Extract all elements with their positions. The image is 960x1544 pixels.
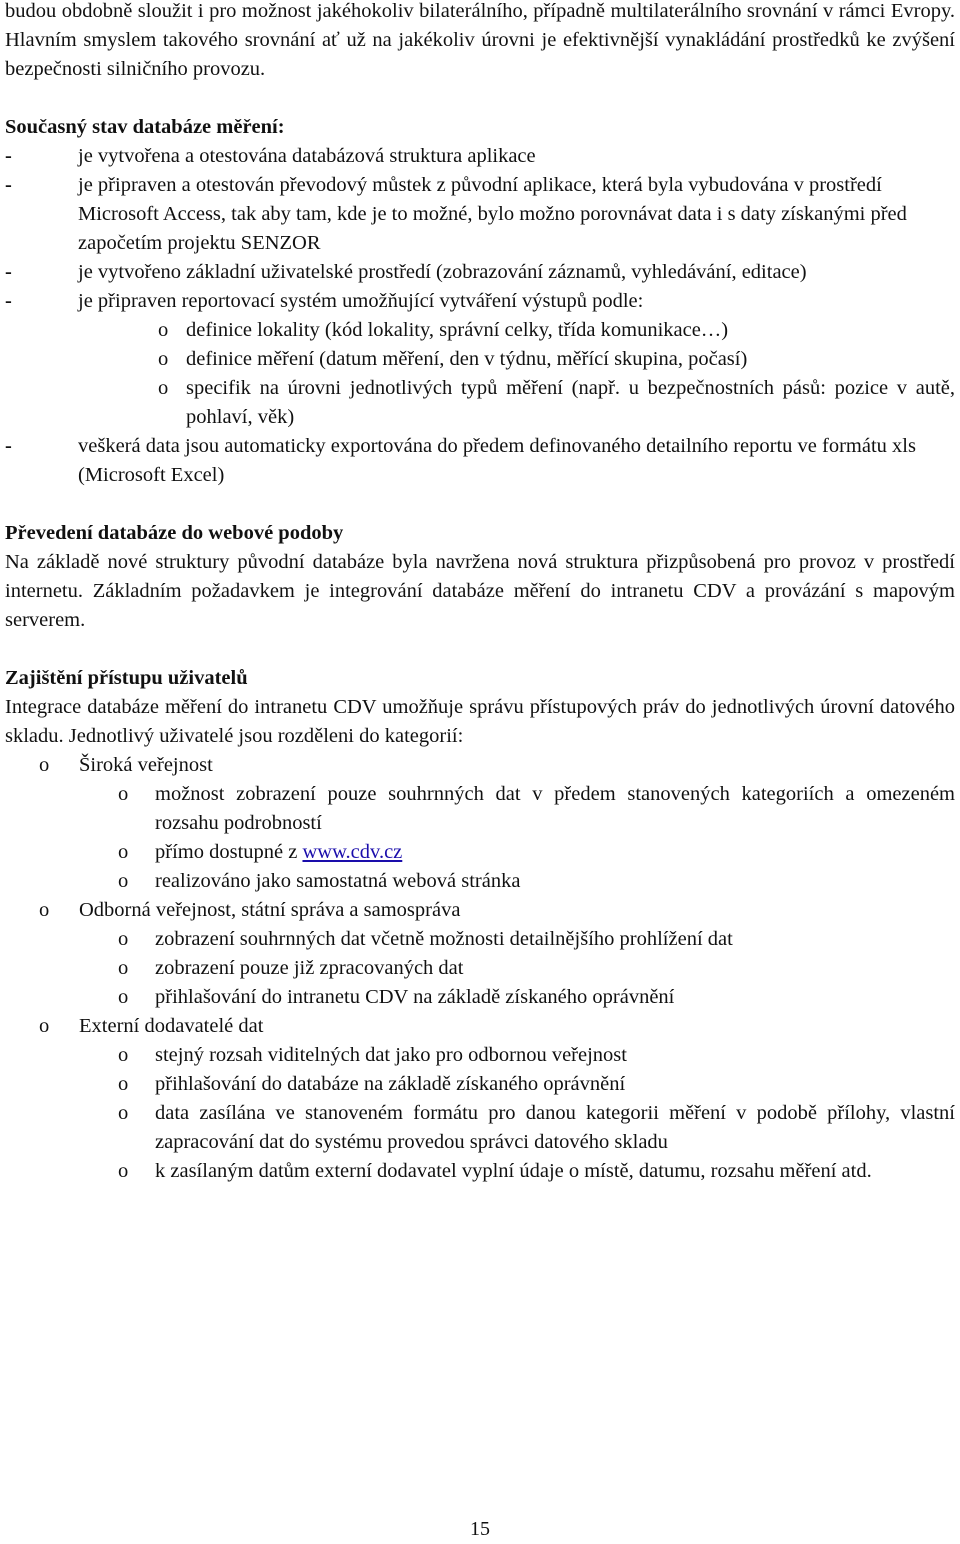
user-access-paragraph: Integrace databáze měření do intranetu CDV umožňuje správu přístupových práv do jednotlivých úrovní datového skladu. Jednotlivý uživatelé jsou rozděleni do kategorií: bbox=[5, 696, 955, 747]
dash-bullet: - bbox=[5, 290, 12, 312]
category-subitem: o přihlašování do databáze na základě získaného oprávnění bbox=[5, 1070, 955, 1099]
sublist-item: o definice měření (datum měření, den v týdnu, měřící skupina, počasí) bbox=[5, 345, 955, 374]
cdv-website-link[interactable]: www.cdv.cz bbox=[302, 841, 403, 863]
category-subitem: o stejný rozsah viditelných dat jako pro odbornou veřejnost bbox=[5, 1041, 955, 1070]
section-heading-current-state: Současný stav databáze měření: bbox=[5, 116, 285, 138]
o-bullet: o bbox=[118, 841, 129, 863]
category-item: o Široká veřejnost bbox=[5, 751, 955, 780]
dash-bullet: - bbox=[5, 174, 12, 196]
o-bullet: o bbox=[158, 319, 169, 341]
category-subitem: o možnost zobrazení pouze souhrnných dat v předem stanovených kategoriích a omezeném rozsahu podrobností bbox=[5, 780, 955, 838]
o-bullet: o bbox=[158, 348, 169, 370]
section-heading-web-conversion: Převedení databáze do webové podoby bbox=[5, 522, 344, 544]
list-item: - je vytvořena a otestována databázová struktura aplikace bbox=[5, 142, 955, 171]
o-bullet: o bbox=[118, 1102, 129, 1124]
o-bullet: o bbox=[118, 1160, 129, 1182]
o-bullet: o bbox=[118, 870, 129, 892]
sublist-item: o specifik na úrovni jednotlivých typů měření (např. u bezpečnostních pásů: pozice v autě, pohlaví, věk) bbox=[5, 374, 955, 432]
dash-bullet: - bbox=[5, 435, 12, 457]
section-heading-user-access: Zajištění přístupu uživatelů bbox=[5, 667, 248, 689]
o-bullet: o bbox=[118, 957, 129, 979]
o-bullet: o bbox=[118, 783, 129, 805]
dash-bullet: - bbox=[5, 261, 12, 283]
list-item: - veškerá data jsou automaticky exportována do předem definovaného detailního reportu ve formátu xls (Microsoft Excel) bbox=[5, 432, 955, 490]
document-page bbox=[5, 0, 955, 1186]
o-bullet: o bbox=[39, 899, 50, 921]
category-subitem: o data zasílána ve stanoveném formátu pro danou kategorii měření v podobě přílohy, vlastní zapracování dat do systému provedou správci datového skladu bbox=[5, 1099, 955, 1157]
page-number: 15 bbox=[470, 1518, 490, 1540]
o-bullet: o bbox=[158, 377, 169, 399]
list-item: - je připraven a otestován převodový můstek z původní aplikace, která byla vybudována v prostředí Microsoft Access, tak aby tam, kde je to možné, bylo možno porovnávat data i s daty získanými před započetím projektu SENZOR bbox=[5, 171, 955, 258]
category-item: o Odborná veřejnost, státní správa a samospráva bbox=[5, 896, 955, 925]
web-conversion-paragraph: Na základě nové struktury původní databáze byla navržena nová struktura přizpůsobená pro provoz v prostředí internetu. Základním požadavkem je integrování databáze měření do intranetu CDV a provázání s mapovým serverem. bbox=[5, 551, 955, 631]
o-bullet: o bbox=[118, 986, 129, 1008]
sublist-item: o definice lokality (kód lokality, správní celky, třída komunikace…) bbox=[5, 316, 955, 345]
o-bullet: o bbox=[118, 1073, 129, 1095]
category-subitem: o přímo dostupné z www.cdv.cz bbox=[5, 838, 955, 867]
category-subitem: o realizováno jako samostatná webová stránka bbox=[5, 867, 955, 896]
list-item: - je vytvořeno základní uživatelské prostředí (zobrazování záznamů, vyhledávání, editace) bbox=[5, 258, 955, 287]
category-subitem: o k zasílaným datům externí dodavatel vyplní údaje o místě, datumu, rozsahu měření atd. bbox=[5, 1157, 955, 1186]
category-subitem: o přihlašování do intranetu CDV na základě získaného oprávnění bbox=[5, 983, 955, 1012]
category-item: o Externí dodavatelé dat bbox=[5, 1012, 955, 1041]
dash-bullet: - bbox=[5, 145, 12, 167]
o-bullet: o bbox=[118, 928, 129, 950]
list-item: - je připraven reportovací systém umožňující vytváření výstupů podle: bbox=[5, 287, 955, 316]
category-subitem: o zobrazení pouze již zpracovaných dat bbox=[5, 954, 955, 983]
o-bullet: o bbox=[118, 1044, 129, 1066]
o-bullet: o bbox=[39, 1015, 50, 1037]
o-bullet: o bbox=[39, 754, 50, 776]
intro-paragraph: budou obdobně sloužit i pro možnost jakéhokoliv bilaterálního, případně multilaterálního srovnání v rámci Evropy. Hlavním smyslem takového srovnání ať už na jakékoliv úrovni je efektivnější vynakládání prostředků ke zvýšení bezpečnosti silničního provozu. bbox=[5, 0, 955, 80]
category-subitem: o zobrazení souhrnných dat včetně možnosti detailnějšího prohlížení dat bbox=[5, 925, 955, 954]
